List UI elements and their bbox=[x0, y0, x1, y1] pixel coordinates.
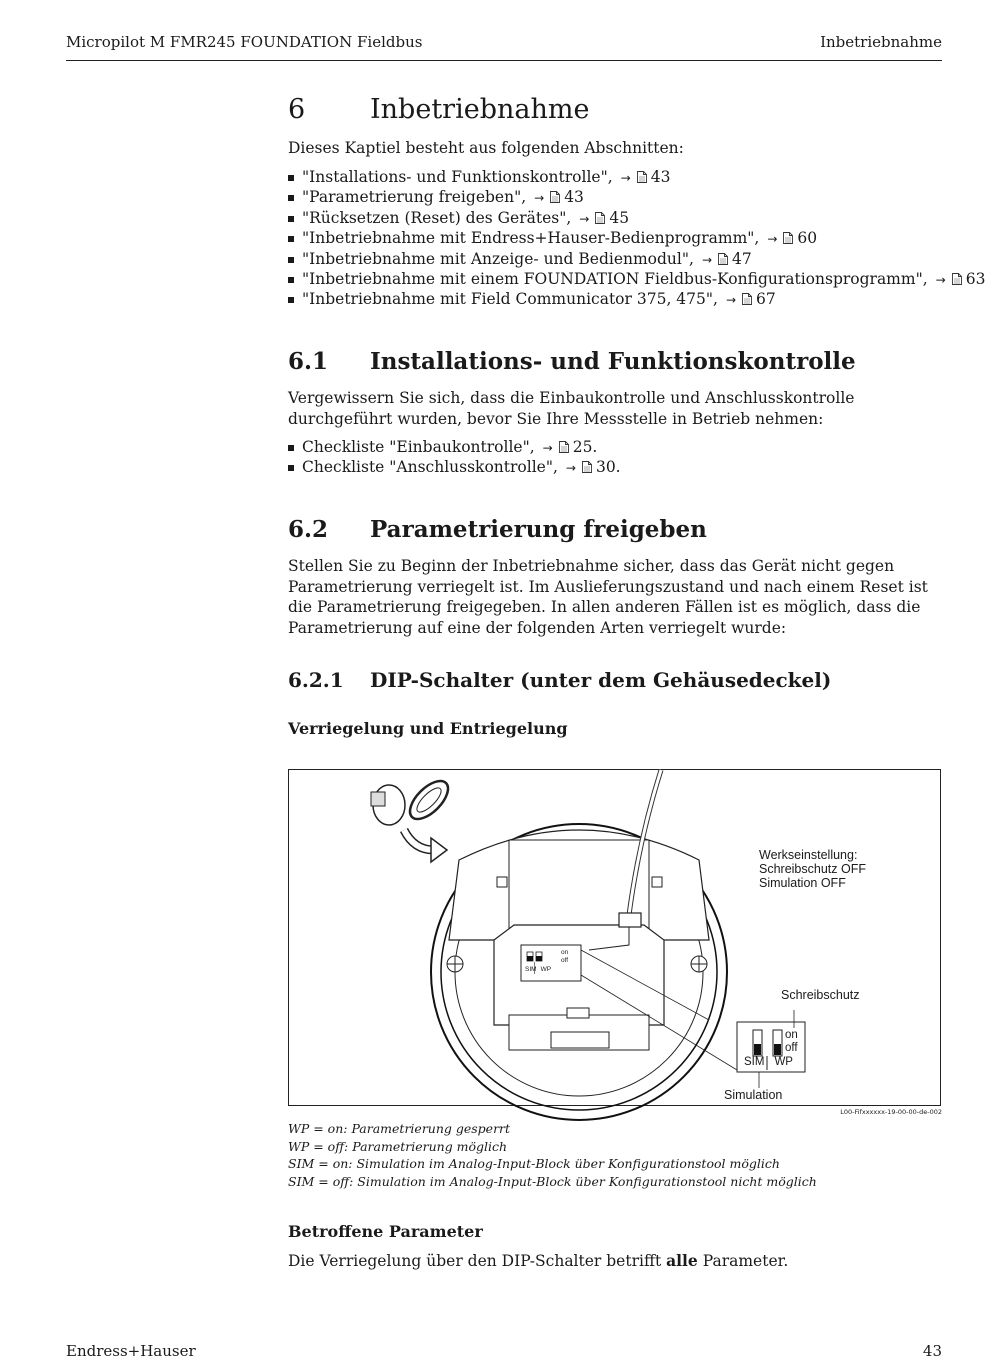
page-ref: 63 bbox=[965, 269, 985, 288]
write-protection-label: Schreibschutz bbox=[781, 988, 860, 1002]
arrow-icon: → bbox=[725, 293, 736, 308]
page-ref: 25. bbox=[572, 438, 598, 456]
checklist-list bbox=[288, 437, 621, 478]
bullet-icon bbox=[288, 216, 294, 222]
header-rule bbox=[66, 60, 942, 61]
page-ref: 45 bbox=[609, 208, 630, 227]
bullet-icon bbox=[288, 445, 294, 451]
list-item[interactable]: "Inbetriebnahme mit einem FOUNDATION Fieldbus-Konfigurationsprogramm", → 63 bbox=[288, 269, 985, 289]
page-icon bbox=[952, 273, 962, 285]
bullet-icon bbox=[288, 277, 294, 283]
section-6-2-body: Stellen Sie zu Beginn der Inbetriebnahme sicher, dass das Gerät nicht gegen Parametrierung verriegelt ist. Im Auslieferungszustand und nach einem Reset ist die Parametrierung freigegeben. In allen anderen Fällen ist es möglich, dass die Parametrierung auf eine der folgenden Arten verriegelt wurde: bbox=[288, 557, 928, 637]
list-item[interactable]: "Installations- und Funktionskontrolle", → 43 bbox=[288, 167, 985, 187]
arrow-icon: → bbox=[579, 211, 590, 226]
bullet-icon bbox=[288, 195, 294, 201]
running-header-section: Inbetriebnahme bbox=[820, 33, 942, 51]
subheading-verriegelung: Verriegelung und Entriegelung bbox=[288, 719, 568, 738]
list-item[interactable]: "Inbetriebnahme mit Endress+Hauser-Bedienprogramm", → 60 bbox=[288, 228, 985, 248]
arrow-icon: → bbox=[767, 232, 778, 247]
page-icon bbox=[637, 171, 647, 183]
factory-setting-label: Werkseinstellung: Schreibschutz OFF Simulation OFF bbox=[759, 848, 866, 890]
small-switch-names: SIM WP bbox=[525, 966, 552, 973]
intro-text: Dieses Kaptiel besteht aus folgenden Abschnitten: bbox=[288, 139, 684, 157]
betroffene-body: Die Verriegelung über den DIP-Schalter betrifft alle Parameter. bbox=[288, 1251, 789, 1270]
section-6-1-body: Vergewissern Sie sich, dass die Einbaukontrolle und Anschlusskontrolle durchgeführt wurden, bevor Sie Ihre Messstelle in Betrieb nehmen: bbox=[288, 389, 855, 428]
footer-brand: Endress+Hauser bbox=[66, 1342, 196, 1360]
page-icon bbox=[783, 232, 793, 244]
page-ref: 60 bbox=[797, 229, 818, 248]
page-ref: 47 bbox=[732, 249, 752, 268]
list-item[interactable]: Checkliste "Einbaukontrolle", → 25. bbox=[288, 437, 621, 457]
arrow-icon: → bbox=[701, 252, 712, 267]
page-ref: 67 bbox=[756, 290, 776, 309]
list-item[interactable]: "Parametrierung freigeben", → 43 bbox=[288, 187, 985, 207]
section-heading-6-1: 6.1 Installations- und Funktionskontrolle bbox=[288, 348, 856, 375]
arrow-icon: → bbox=[565, 461, 576, 476]
list-item[interactable]: "Inbetriebnahme mit Field Communicator 375, 475", → 67 bbox=[288, 289, 985, 309]
figure-reference: L00-Fifxxxxxx-19-00-00-de-002 bbox=[840, 1108, 942, 1116]
page-icon bbox=[550, 191, 560, 203]
page-ref: 43 bbox=[564, 188, 584, 207]
dip-switch-figure bbox=[288, 769, 941, 1106]
bullet-icon bbox=[288, 257, 294, 263]
switch-names: SIM WP bbox=[744, 1056, 793, 1068]
running-header-title: Micropilot M FMR245 FOUNDATION Fieldbus bbox=[66, 33, 423, 51]
section-heading-6-2: 6.2 Parametrierung freigeben bbox=[288, 516, 707, 543]
page-ref: 43 bbox=[650, 168, 671, 186]
bullet-icon bbox=[288, 297, 294, 303]
page-number: 43 bbox=[922, 1342, 942, 1360]
page-icon bbox=[718, 253, 728, 265]
housing-diagram bbox=[289, 770, 942, 1107]
page-icon bbox=[559, 441, 569, 453]
page-icon bbox=[595, 212, 605, 224]
list-item[interactable]: "Rücksetzen (Reset) des Gerätes", → 45 bbox=[288, 208, 985, 228]
page-ref: 30. bbox=[595, 458, 621, 477]
page-icon bbox=[582, 461, 592, 473]
chapter-number: 6 bbox=[288, 94, 306, 125]
page-icon bbox=[742, 293, 752, 305]
figure-caption: WP = on: Parametrierung gesperrt WP = off: Parametrierung möglich SIM = on: Simulation im Analog-Input-Block über Konfigurationstool möglich SIM = off: Simulation im Analog-Input-Block über Konfigurationstool nicht möglich bbox=[288, 1121, 817, 1189]
section-list bbox=[288, 167, 985, 310]
arrow-icon: → bbox=[534, 191, 545, 206]
arrow-icon: → bbox=[620, 171, 631, 185]
arrow-icon: → bbox=[935, 272, 946, 287]
list-item[interactable]: "Inbetriebnahme mit Anzeige- und Bedienmodul", → 47 bbox=[288, 249, 985, 269]
simulation-label: Simulation bbox=[724, 1088, 783, 1102]
small-switch-state-labels: on off bbox=[561, 949, 569, 964]
chapter-title: Inbetriebnahme bbox=[370, 94, 590, 125]
subheading-betroffene-parameter: Betroffene Parameter bbox=[288, 1222, 483, 1241]
switch-state-labels: on off bbox=[785, 1029, 798, 1054]
section-heading-6-2-1: 6.2.1 DIP-Schalter (unter dem Gehäusedeckel) bbox=[288, 668, 832, 692]
bullet-icon bbox=[288, 465, 294, 471]
bullet-icon bbox=[288, 175, 294, 181]
chapter-heading bbox=[288, 94, 589, 125]
arrow-icon: → bbox=[542, 441, 553, 455]
list-item[interactable]: Checkliste "Anschlusskontrolle", → 30. bbox=[288, 457, 621, 477]
bullet-icon bbox=[288, 236, 294, 242]
